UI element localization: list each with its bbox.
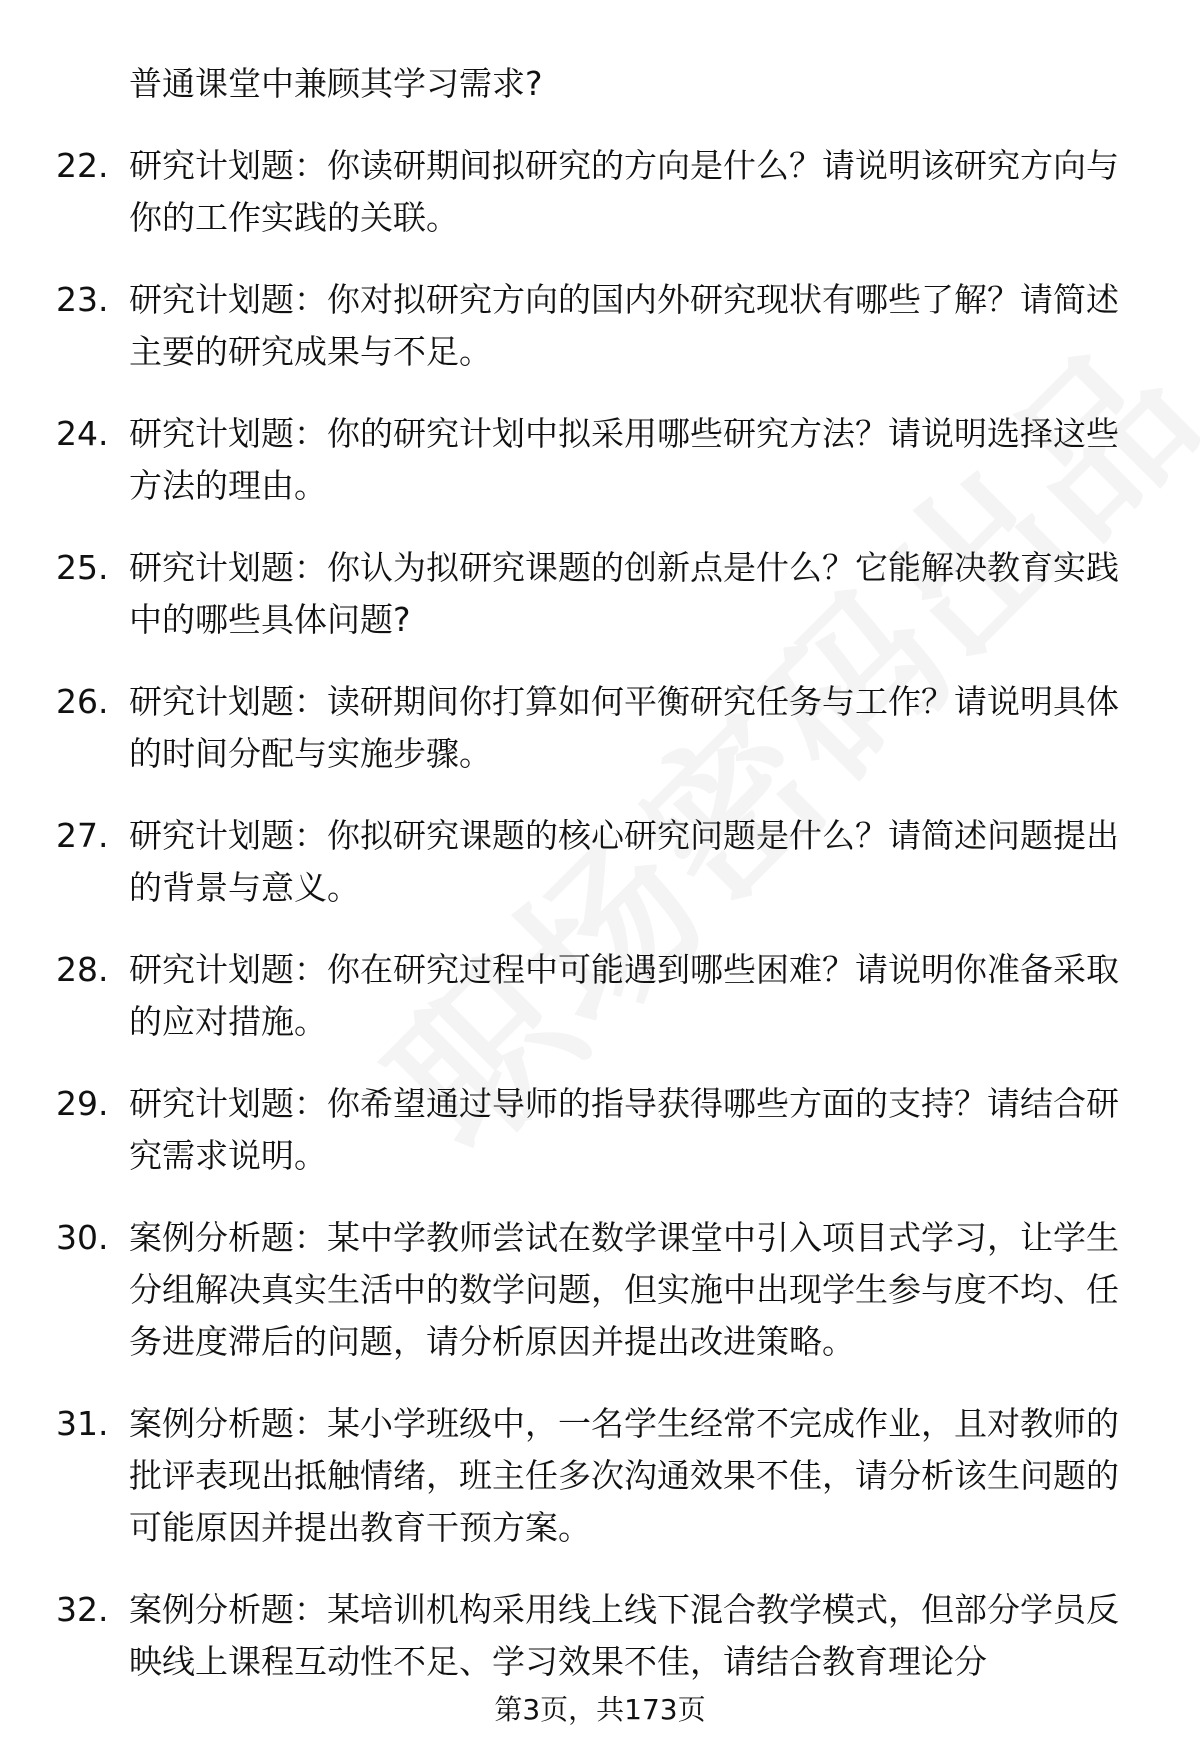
question-text: 案例分析题：某培训机构采用线上线下混合教学模式，但部分学员反映线上课程互动性不足、学习效果不佳，请结合教育理论分 xyxy=(129,1590,1119,1681)
continuation-text: 普通课堂中兼顾其学习需求? xyxy=(129,64,543,103)
question-number: 32. xyxy=(56,1590,109,1629)
question-item xyxy=(56,1212,1146,1368)
question-item xyxy=(56,408,1146,512)
question-item xyxy=(56,944,1146,1048)
question-item xyxy=(56,140,1146,244)
question-item xyxy=(56,810,1146,914)
question-item xyxy=(56,676,1146,780)
question-number: 25. xyxy=(56,548,109,587)
question-text: 研究计划题：你拟研究课题的核心研究问题是什么？请简述问题提出的背景与意义。 xyxy=(129,816,1119,907)
question-text: 研究计划题：你认为拟研究课题的创新点是什么？它能解决教育实践中的哪些具体问题? xyxy=(129,548,1119,639)
question-text: 案例分析题：某小学班级中，一名学生经常不完成作业，且对教师的批评表现出抵触情绪，班主任多次沟通效果不佳，请分析该生问题的可能原因并提出教育干预方案。 xyxy=(129,1404,1119,1547)
page-footer: 第3页，共173页 xyxy=(494,1693,706,1726)
question-number: 26. xyxy=(56,682,109,721)
question-text: 研究计划题：你在研究过程中可能遇到哪些困难？请说明你准备采取的应对措施。 xyxy=(129,950,1119,1041)
question-number: 31. xyxy=(56,1404,109,1443)
question-text: 研究计划题：你的研究计划中拟采用哪些研究方法？请说明选择这些方法的理由。 xyxy=(129,414,1119,505)
question-item xyxy=(56,1398,1146,1554)
question-number: 30. xyxy=(56,1218,109,1257)
question-number: 27. xyxy=(56,816,109,855)
question-text: 研究计划题：你读研期间拟研究的方向是什么？请说明该研究方向与你的工作实践的关联。 xyxy=(129,146,1119,237)
question-text: 研究计划题：你希望通过导师的指导获得哪些方面的支持？请结合研究需求说明。 xyxy=(129,1084,1119,1175)
question-item xyxy=(56,274,1146,378)
question-number: 28. xyxy=(56,950,109,989)
question-text: 研究计划题：读研期间你打算如何平衡研究任务与工作？请说明具体的时间分配与实施步骤。 xyxy=(129,682,1119,773)
question-list xyxy=(56,58,1146,1688)
question-text: 案例分析题：某中学教师尝试在数学课堂中引入项目式学习，让学生分组解决真实生活中的数学问题，但实施中出现学生参与度不均、任务进度滞后的问题，请分析原因并提出改进策略。 xyxy=(129,1218,1119,1361)
question-number: 22. xyxy=(56,146,109,185)
question-item xyxy=(56,1584,1146,1688)
question-text: 研究计划题：你对拟研究方向的国内外研究现状有哪些了解？请简述主要的研究成果与不足。 xyxy=(129,280,1119,371)
question-number: 29. xyxy=(56,1084,109,1123)
question-number: 24. xyxy=(56,414,109,453)
question-item xyxy=(56,542,1146,646)
question-item xyxy=(56,1078,1146,1182)
question-number: 23. xyxy=(56,280,109,319)
